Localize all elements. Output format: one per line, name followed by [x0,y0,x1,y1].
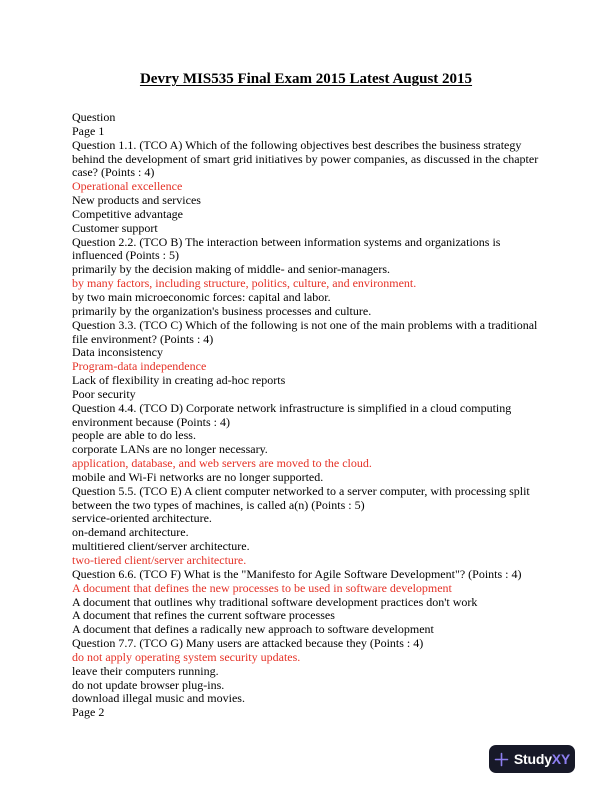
document-line: primarily by the decision making of middle- and senior-managers. [72,262,391,277]
document-line: file environment? (Points : 4) [72,331,214,346]
logo-brand-suffix: XY [551,751,571,767]
document-line: service-oriented architecture. [72,511,212,526]
document-line: behind the development of smart grid initiatives by power companies, as discussed in the chapter [72,151,539,166]
document-line: by many factors, including structure, politics, culture, and environment. [72,276,417,291]
document-line: Question 2.2. (TCO B) The interaction between information systems and organizations is [72,234,501,249]
studyxy-logo-badge [489,745,575,773]
document-line: influenced (Points : 5) [72,248,179,263]
document-line: A document that defines the new processes to be used in software development [72,580,452,595]
document-line: Question 4.4. (TCO D) Corporate network infrastructure is simplified in a cloud computing [72,400,512,415]
document-line: by two main microeconomic forces: capital and labor. [72,289,331,304]
document-line: A document that defines a radically new approach to software development [72,622,434,637]
document-line: A document that refines the current software processes [72,608,335,623]
document-line: Question 3.3. (TCO C) Which of the following is not one of the main problems with a traditional [72,317,538,332]
document-line: New products and services [72,193,201,208]
document-line: mobile and Wi-Fi networks are no longer supported. [72,469,324,484]
document-line: case? (Points : 4) [72,165,155,180]
document-line: on-demand architecture. [72,525,189,540]
document-line: multitiered client/server architecture. [72,539,250,554]
document-line: Question 1.1. (TCO A) Which of the following objectives best describes the business strategy [72,137,522,152]
document-line: application, database, and web servers are moved to the cloud. [72,456,372,471]
document-line: primarily by the organization's business processes and culture. [72,303,372,318]
document-line: leave their computers running. [72,663,219,678]
document-line: two-tiered client/server architecture. [72,553,247,567]
document-line: do not update browser plug-ins. [72,677,225,692]
plus-icon [494,752,509,767]
document-line: Question 7.7. (TCO G) Many users are attacked because they (Points : 4) [72,636,424,651]
document-line: Lack of flexibility in creating ad-hoc reports [72,373,286,388]
document-body [72,111,547,720]
document-line: download illegal music and movies. [72,691,245,706]
document-line: A document that outlines why traditional software development practices don't work [72,594,478,609]
document-line: environment because (Points : 4) [72,414,230,429]
document-line: Program-data independence [72,359,207,374]
document-line: Competitive advantage [72,206,183,221]
document-line: between the two types of machines, is called a(n) (Points : 5) [72,497,365,512]
document-title: Devry MIS535 Final Exam 2015 Latest August 2015 [139,71,473,87]
document-line: do not apply operating system security updates. [72,649,301,664]
document-line: Question [72,110,116,124]
document-line: Poor security [72,386,136,401]
document-line: Page 1 [72,123,105,138]
document-line: Data inconsistency [72,345,163,360]
document-line: corporate LANs are no longer necessary. [72,442,268,457]
document-line: Page 2 [72,705,105,720]
document-line: Customer support [72,220,158,235]
logo-brand-text [514,751,570,767]
document-line: Question 5.5. (TCO E) A client computer networked to a server computer, with processing split [72,483,530,498]
document-line: people are able to do less. [72,428,196,443]
document-line: Operational excellence [72,179,183,194]
document-line: Question 6.6. (TCO F) What is the "Manifesto for Agile Software Development"? (Points : 4) [72,566,522,581]
logo-brand-prefix: Study [513,751,552,767]
